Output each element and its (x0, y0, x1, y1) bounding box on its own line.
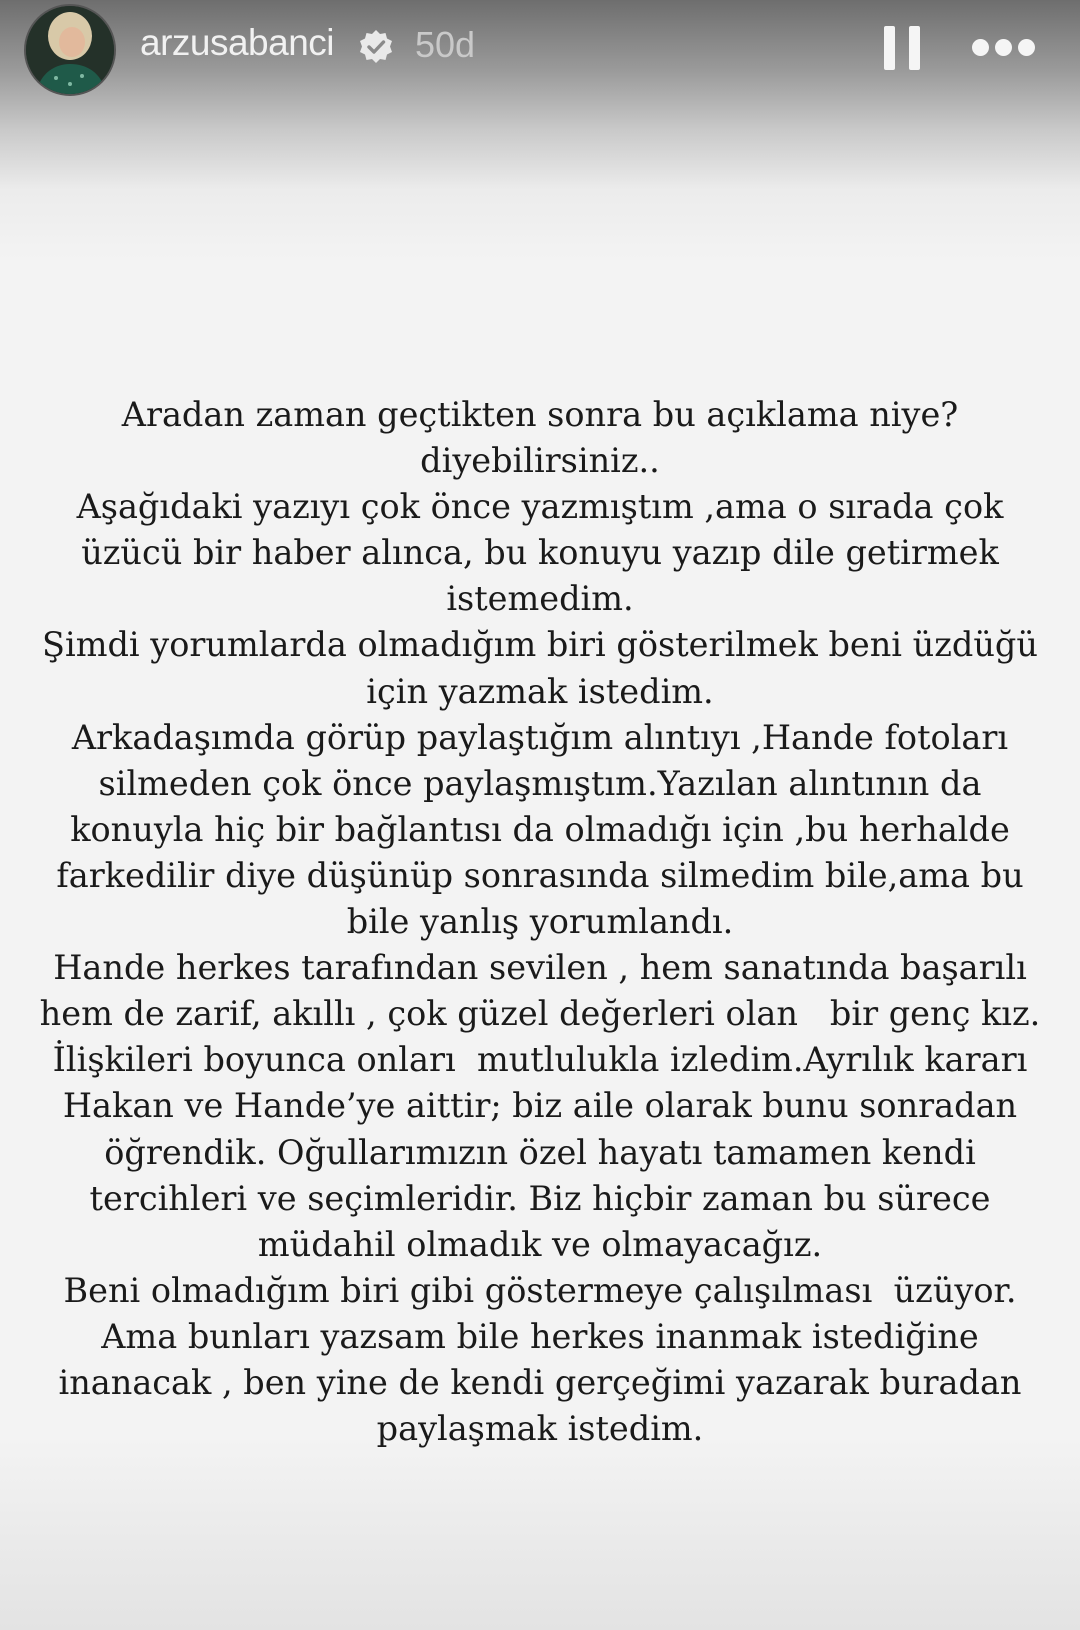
verified-badge-icon (357, 28, 395, 66)
pause-icon (884, 26, 895, 70)
text-line: farkedilir diye düşünüp sonrasında silmedim bile,ama bu (56, 855, 1024, 895)
text-line: Aşağıdaki yazıyı çok önce yazmıştım ,ama o sırada çok (76, 487, 1004, 527)
text-line: Hakan ve Hande’ye aittir; biz aile olarak bunu sonradan (62, 1086, 1018, 1126)
more-options-icon (995, 39, 1012, 56)
text-line: bile yanlış yorumlandı. (346, 902, 734, 942)
text-line: Beni olmadığım biri gibi göstermeye çalışılması üzüyor. (63, 1270, 1017, 1310)
text-line: İlişkileri boyunca onları mutlulukla izledim.Ayrılık kararı (52, 1040, 1028, 1080)
text-line: istemedim. (446, 579, 634, 619)
pause-icon (909, 26, 920, 70)
text-line: üzücü bir haber alınca, bu konuyu yazıp dile getirmek (81, 533, 999, 573)
text-line: Aradan zaman geçtikten sonra bu açıklama niye? (121, 395, 959, 434)
text-line: öğrendik. Oğullarımızın özel hayatı tamamen kendi (104, 1132, 976, 1172)
text-line: Ama bunları yazsam bile herkes inanmak istediğine (101, 1316, 979, 1356)
text-line: inanacak , ben yine de kendi gerçeğimi yazarak buradan (58, 1362, 1022, 1402)
text-line: konuyla hiç bir bağlantısı da olmadığı için ,bu herhalde (70, 809, 1010, 849)
text-line: Arkadaşımda görüp paylaştığım alıntıyı ,Hande fotoları (71, 717, 1009, 757)
avatar[interactable] (24, 4, 116, 96)
text-line: hem de zarif, akıllı , çok güzel değerleri olan bir genç kız. (39, 994, 1041, 1034)
text-line: Şimdi yorumlarda olmadığım biri gösterilmek beni üzdüğü (42, 625, 1038, 665)
text-line: paylaşmak istedim. (376, 1409, 704, 1449)
text-line: tercihleri ve seçimleridir. Biz hiçbir zaman bu sürece (89, 1178, 991, 1218)
text-line: diyebilirsiniz.. (420, 441, 660, 481)
text-line: Hande herkes tarafından sevilen , hem sanatında başarılı (53, 948, 1027, 988)
post-time: 50d (415, 24, 476, 65)
story-header (0, 0, 1080, 100)
username[interactable]: arzusabanci (140, 22, 335, 63)
avatar-photo (26, 6, 114, 94)
pause-button[interactable] (884, 26, 920, 70)
more-options-button[interactable] (972, 34, 1036, 62)
text-line: silmeden çok önce paylaşmıştım.Yazılan alıntının da (98, 763, 982, 803)
more-options-icon (972, 39, 989, 56)
text-line: için yazmak istedim. (366, 671, 714, 711)
text-line: müdahil olmadık ve olmayacağız. (257, 1224, 823, 1264)
more-options-icon (1018, 39, 1035, 56)
story-text (20, 392, 1060, 1452)
